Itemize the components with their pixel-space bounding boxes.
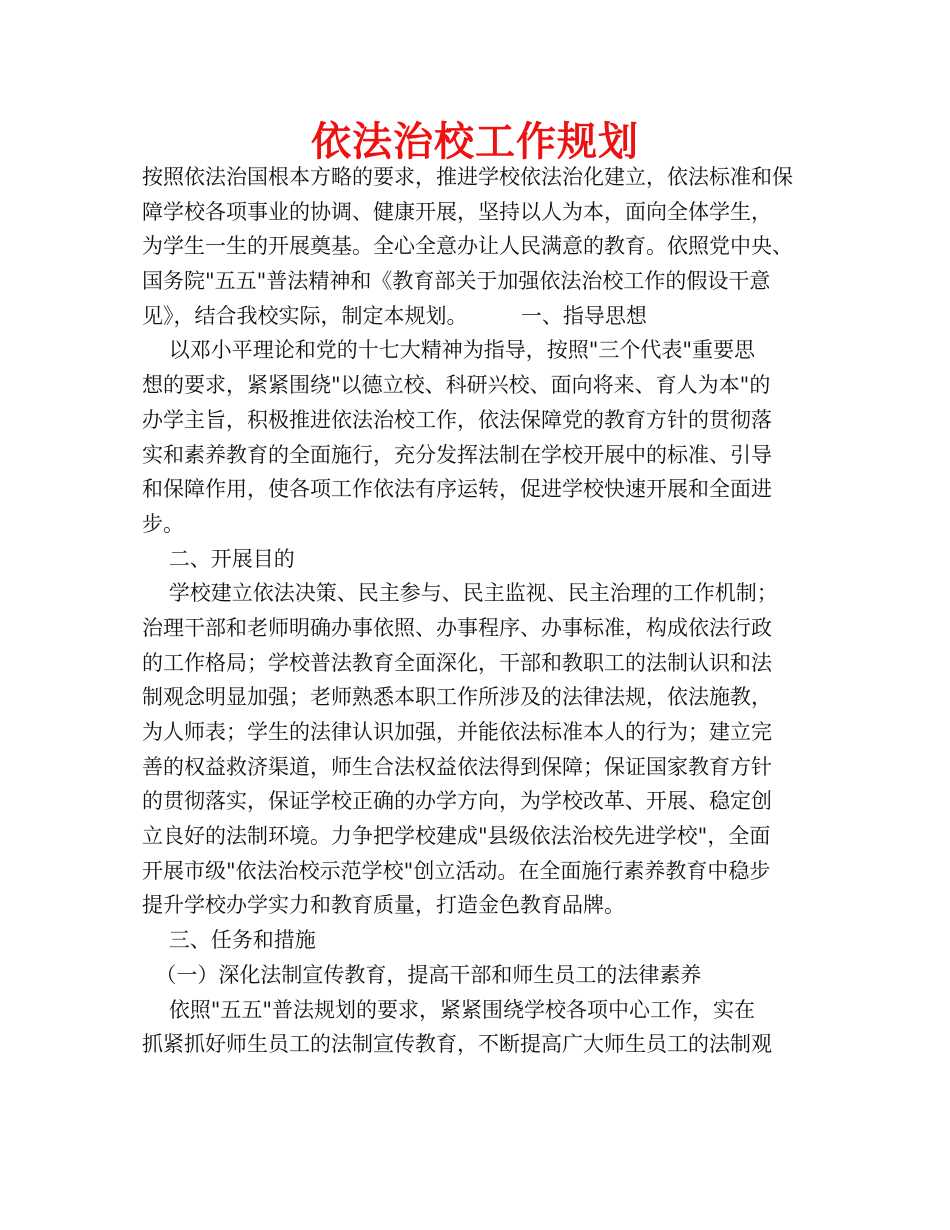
- body-line: 立良好的法制环境。力争把学校建成"县级依法治校先进学校"，全面: [142, 824, 771, 849]
- body-line: 为学生一生的开展奠基。全心全意办让人民满意的教育。依照党中央、: [142, 234, 793, 259]
- body-line: 三、任务和措施: [142, 928, 316, 953]
- body-line: 以邓小平理论和党的十七大精神为指导，按照"三个代表"重要思: [142, 338, 756, 363]
- body-line: 抓紧抓好师生员工的法制宣传教育，不断提高广大师生员工的法制观: [142, 1032, 772, 1057]
- body-line: （一）深化法制宣传教育，提高干部和师生员工的法律素养: [142, 962, 702, 987]
- body-line: 学校建立依法决策、民主参与、民主监视、民主治理的工作机制；: [142, 581, 778, 606]
- body-line: 治理干部和老师明确办事依照、办事程序、办事标准，构成依法行政: [142, 615, 772, 640]
- document-body: [142, 160, 822, 1062]
- body-line: 为人师表；学生的法律认识加强，并能依法标准本人的行为；建立完: [142, 720, 772, 744]
- body-line: 实和素养教育的全面施行，充分发挥法制在学校开展中的标准、引导: [142, 442, 772, 467]
- body-line: 的工作格局；学校普法教育全面深化，干部和教职工的法制认识和法: [142, 650, 772, 675]
- body-line: 制观念明显加强；老师熟悉本职工作所涉及的法律法规，依法施教，: [142, 685, 772, 710]
- document-title: 依法治校工作规划: [311, 119, 639, 165]
- body-line: 见》，结合我校实际，制定本规划。 一、指导思想: [142, 303, 647, 328]
- body-line: 障学校各项事业的协调、健康开展，坚持以人为本，面向全体学生，: [142, 199, 772, 224]
- body-line: 提升学校办学实力和教育质量，打造金色教育品牌。: [142, 893, 625, 918]
- body-line: 国务院"五五"普法精神和《教育部关于加强依法治校工作的假设干意: [142, 269, 771, 294]
- body-line: 按照依法治国根本方略的要求，推进学校依法治化建立，依法标准和保: [142, 165, 793, 189]
- body-line: 的贯彻落实，保证学校正确的办学方向，为学校改革、开展、稳定创: [142, 789, 772, 814]
- body-line: 二、开展目的: [142, 546, 295, 571]
- body-line: 开展市级"依法治校示范学校"创立活动。在全面施行素养教育中稳步: [142, 858, 771, 883]
- body-line: 步。: [142, 511, 184, 536]
- body-line: 善的权益救济渠道，师生合法权益依法得到保障；保证国家教育方针: [142, 754, 772, 779]
- body-line: 办学主旨，积极推进依法治校工作，依法保障党的教育方针的贯彻落: [142, 407, 772, 432]
- body-line: 依照"五五"普法规划的要求，紧紧围绕学校各项中心工作，实在: [142, 997, 756, 1022]
- body-line: 和保障作用，使各项工作依法有序运转，促进学校快速开展和全面进: [142, 477, 772, 502]
- body-line: 想的要求，紧紧围绕"以德立校、科研兴校、面向将来、育人为本"的: [142, 373, 771, 398]
